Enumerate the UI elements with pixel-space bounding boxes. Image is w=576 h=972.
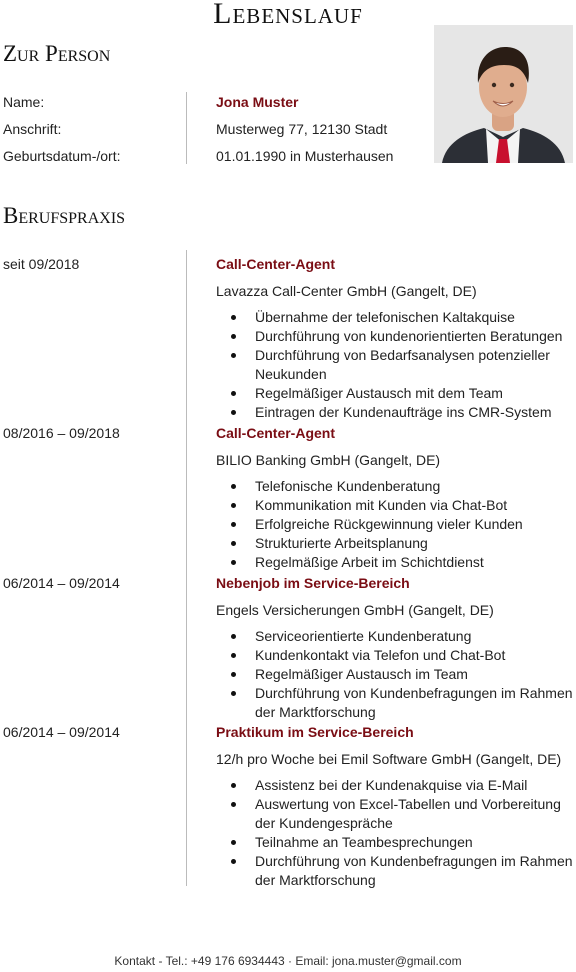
list-item: Durchführung von Kundenbefragungen im Rahmen der Marktforschung <box>216 852 574 890</box>
list-item: Kommunikation mit Kunden via Chat-Bot <box>216 496 574 515</box>
section-heading-experience: Berufspraxis <box>3 203 126 228</box>
list-item: Auswertung von Excel-Tabellen und Vorbereitung der Kundengespräche <box>216 795 574 833</box>
value-birth: 01.01.1990 in Musterhausen <box>216 148 394 164</box>
list-item: Eintragen der Kundenaufträge ins CMR-System <box>216 403 574 422</box>
list-item: Telefonische Kundenberatung <box>216 477 574 496</box>
entry-date: seit 09/2018 <box>3 256 80 272</box>
list-item: Durchführung von Bedarfsanalysen potenzieller Neukunden <box>216 346 574 384</box>
label-birth: Geburtsdatum-/ort: <box>3 148 121 164</box>
entry-title: Call-Center-Agent <box>216 256 336 272</box>
divider-line-experience <box>186 250 187 886</box>
document-title: Lebenslauf <box>213 0 363 30</box>
list-item: Erfolgreiche Rückgewinnung vieler Kunden <box>216 515 574 534</box>
list-item: Regelmäßige Arbeit im Schichtdienst <box>216 553 574 572</box>
list-item: Durchführung von Kundenbefragungen im Rahmen der Marktforschung <box>216 684 574 722</box>
footer-contact: Kontakt - Tel.: +49 176 6934443 · Email: jona.muster@gmail.com <box>114 954 462 968</box>
value-name: Jona Muster <box>216 94 299 110</box>
profile-photo <box>434 25 573 163</box>
value-address: Musterweg 77, 12130 Stadt <box>216 121 388 137</box>
entry-bullet-list <box>216 776 574 890</box>
list-item: Strukturierte Arbeitsplanung <box>216 534 574 553</box>
entry-title: Praktikum im Service-Bereich <box>216 724 414 740</box>
list-item: Durchführung von kundenorientierten Beratungen <box>216 327 574 346</box>
list-item: Serviceorientierte Kundenberatung <box>216 627 574 646</box>
divider-line-person <box>186 92 187 164</box>
entry-title: Nebenjob im Service-Bereich <box>216 575 410 591</box>
entry-company: Engels Versicherungen GmbH (Gangelt, DE) <box>216 602 494 618</box>
entry-date: 06/2014 – 09/2014 <box>3 724 120 740</box>
entry-bullet-list <box>216 627 574 722</box>
label-address: Anschrift: <box>3 121 62 137</box>
entry-date: 08/2016 – 09/2018 <box>3 425 120 441</box>
entry-company: 12/h pro Woche bei Emil Software GmbH (Gangelt, DE) <box>216 751 562 767</box>
entry-date: 06/2014 – 09/2014 <box>3 575 120 591</box>
list-item: Übernahme der telefonischen Kaltakquise <box>216 308 574 327</box>
section-heading-person: Zur Person <box>3 41 111 66</box>
entry-company: Lavazza Call-Center GmbH (Gangelt, DE) <box>216 283 477 299</box>
entry-bullet-list <box>216 308 574 422</box>
list-item: Teilnahme an Teambesprechungen <box>216 833 574 852</box>
person-portrait-icon <box>434 25 573 163</box>
list-item: Regelmäßiger Austausch im Team <box>216 665 574 684</box>
list-item: Assistenz bei der Kundenakquise via E-Mail <box>216 776 574 795</box>
entry-company: BILIO Banking GmbH (Gangelt, DE) <box>216 452 441 468</box>
list-item: Kundenkontakt via Telefon und Chat-Bot <box>216 646 574 665</box>
entry-title: Call-Center-Agent <box>216 425 336 441</box>
label-name: Name: <box>3 94 45 110</box>
entry-bullet-list <box>216 477 574 572</box>
list-item: Regelmäßiger Austausch mit dem Team <box>216 384 574 403</box>
